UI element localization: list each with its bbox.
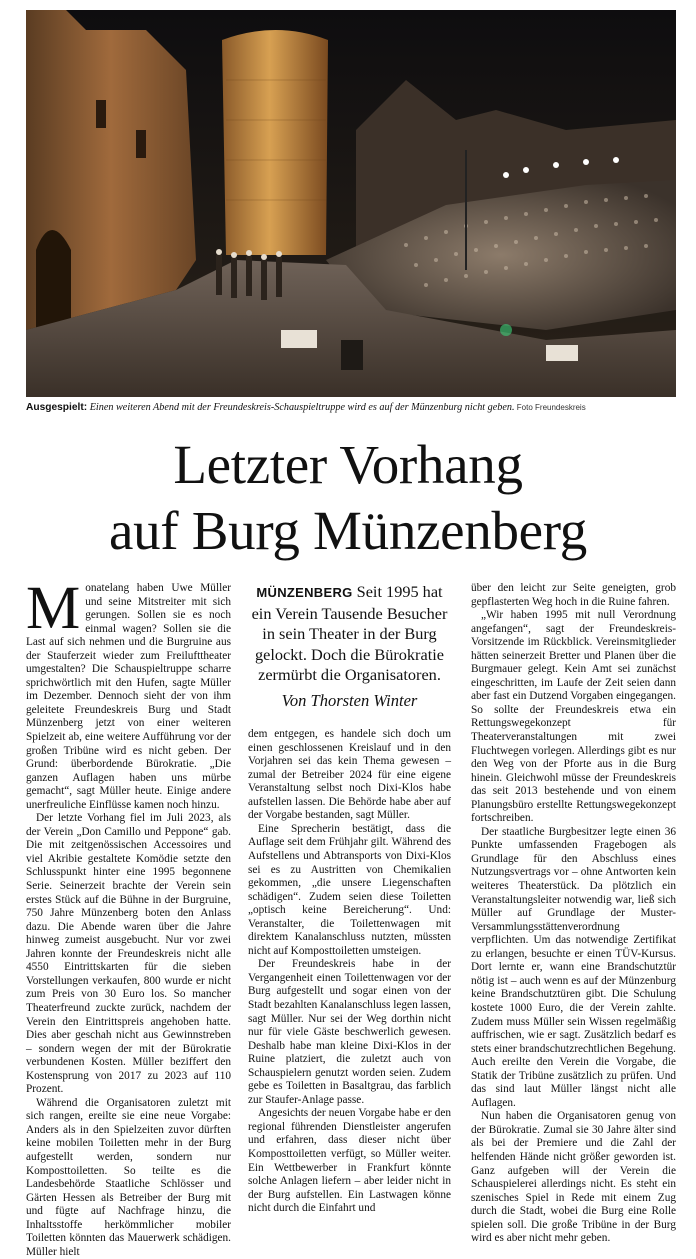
castle-theater-image	[26, 10, 676, 397]
headline-line-2: auf Burg Münzenberg	[109, 500, 587, 561]
paragraph: dem entgegen, es handele sich doch um einen geschlossenen Kreislauf und in den Vorjahren sei das kein Thema gewesen – zumal der Betreiber 2024 für eine eigene Veranstaltung selbst noch Dixi-Klos habe aufstellen lassen. Die Behörde habe aber auf der Vorgabe bestanden, sagt Müller.	[248, 728, 451, 822]
drop-cap: M	[26, 575, 81, 642]
paragraph	[26, 575, 231, 812]
caption-lead: Ausgespielt:	[26, 402, 88, 413]
article-column-2	[248, 582, 451, 1216]
headline	[0, 432, 696, 564]
paragraph: Der Freundeskreis habe in der Vergangenheit einen Toilettenwagen vor der Burg aufgestellt und sogar einen von der Stadt bezahlten Kanalanschluss legen lassen, sagt Müller. Nur sei der Weg dorthin nicht nur für viele Gäste beschwerlich gewesen. Deshalb habe man kleine Dixi-Klos in der Ruine platziert, die zuletzt auch von Schauspielern genutzt worden seien. Zudem gebe es Toiletten in Basaltgrau, das farblich zur Staufer-Anlage passe.	[248, 958, 451, 1106]
headline-line-1: Letzter Vorhang	[173, 434, 523, 495]
teaser	[248, 582, 451, 686]
article-photo	[26, 10, 676, 397]
dateline: MÜNZENBERG	[256, 585, 353, 600]
paragraph: über den leicht zur Seite geneigten, grob gepflasterten Weg hoch in die Ruine fahren.	[471, 582, 676, 608]
article-column-1	[26, 575, 231, 1259]
paragraph: Nun haben die Organisatoren genug von der Bürokratie. Zumal sie 30 Jahre älter sind als bei der Premiere und die Zahl der helfenden Hände nicht größer geworden ist. Ganz aufgeben will der Verein die Schauspielerei allerdings nicht. Es steht ein szenisches Spiel in Rede mit einem Zug durch die Stadt, wobei die Burg eine Rolle spielen soll. Die große Tribüne in der Burg wird es aber nicht mehr geben.	[471, 1110, 676, 1245]
photo-credit: Foto Freundeskreis	[514, 403, 586, 412]
photo-caption	[26, 401, 676, 415]
paragraph: Der letzte Vorhang fiel im Juli 2023, als der Verein „Don Camillo und Peppone“ gab. Die mit zeitgenössischen Accessoires und viel Akribie gestaltete Komödie setzte den Schlusspunkt hinter eine 1995 begonnene Serie. Seinerzeit brachte der Verein sein erstes Stück auf die Bühne in der Burgruine, 750 Jahre Münzenberg boten den Anlass dazu. Die Abende waren über die Jahre hinweg zumeist ausgebucht. Nur vor zwei Jahren konnte der Freundeskreis nicht alle 4550 Eintrittskarten für die sieben Vorstellungen verkaufen, 800 wurde er nicht zum Preis von 30 Euro los. So mancher Theaterfreund zuckte zurück, nachdem der Verein den Eintrittspreis angehoben hatte. Dies aber geschah nicht aus Gewinnstreben – sondern wegen der mit der Bürokratie verbundenen Kosten. Müller beziffert den Kostensprung von 2017 zu 2023 auf 110 Prozent.	[26, 812, 231, 1096]
paragraph: Angesichts der neuen Vorgabe habe er den regional führenden Dienstleister angerufen und erfahren, dass dieser nicht über Komposttoiletten verfügt, so Müller weiter. Ein Wettbewerber in Frankfurt könnte solche Anlagen liefern – aber leider nicht in der Burg aufstellen. Ein Lastwagen könne nicht durch die Einfahrt und	[248, 1107, 451, 1215]
paragraph: „Wir haben 1995 mit null Verordnung angefangen“, sagt der Freundeskreis-Vorsitzende im Rückblick. Vereinsmitglieder hätten seinerzeit Bretter und Planen über die Burgmauer gelegt. Kein Amt sei zunächst eingeschritten, im Laufe der Zeit seien dann aber fast ein Dutzend Vorgaben eingegangen. So sollte der Freundeskreis etwa ein Rettungswegekonzept für Theaterveranstaltungen mit zwei Fluchtwegen vorlegen. Allerdings gibt es nur den Weg von der Pforte aus in die Burg hinein. Gleichwohl müsse der Freundeskreis das seit 2013 bestehende und von einem Planungsbüro erstellte Rettungswegekonzept fortschreiben.	[471, 609, 676, 825]
byline: Von Thorsten Winter	[281, 690, 418, 710]
paragraph: Der staatliche Burgbesitzer legte einen 36 Punkte umfassenden Fragebogen als Grundlage für den Abschluss eines Nutzungsvertrags vor – ohne Antworten kein weiteres Theaterstück. Da plötzlich ein Veranstaltungsleiter notwendig war, ließ sich Müller auf Grundlage der Muster-Versammlungsstättenverordnung verpflichten. Um das notwendige Zertifikat zu erlangen, besuchte er einen TÜV-Kursus. Dort lernte er, wann eine Brandschutztür nötig ist – auch wenn es auf der Münzenburg keine Brandschutztüren gibt. Die Schulung kostete 1000 Euro, die der Verein zahlte. Zudem muss Müller sein Wissen regelmäßig auffrischen, wie er sagt. Zusätzlich bedarf es stets einer brandschutzrechtlichen Begehung. Auch ereilte den Verein die Vorgabe, die Statik der Tribüne zusätzlich zu prüfen. Und das sind laut Müller längst nicht alle Auflagen.	[471, 825, 676, 1109]
paragraph: Während die Organisatoren zuletzt mit sich rangen, ereilte sie eine neue Vorgabe: Anders als in den Spielzeiten zuvor dürften keine mobilen Toiletten mehr in der Burg aufgestellt werden, sondern nur Komposttoiletten. So teilte es die Landesbehörde Staatliche Schlösser und Gärten Hessen als Betreiber der Burg mit und fügte auf Nachfrage hinzu, die Inhaltsstoffe herkömmlicher mobiler Toiletten könnten das Mauerwerk schädigen. Müller hielt	[26, 1096, 231, 1258]
paragraph: Eine Sprecherin bestätigt, dass die Auflage seit dem Frühjahr gilt. Während des Aufstellens und Abtransports von Dixi-Klos sei es zu Austritten von Chemikalien gekommen, „die unsere Liegenschaften schädigen“. Zudem seien diese Toiletten „optisch keine Bereicherung“. Und: Veranstalter, die Toilettenwagen mit direktem Kanalanschluss nutzten, müssten nicht auf Komposttoiletten umsteigen.	[248, 822, 451, 957]
article-column-3	[471, 582, 676, 1246]
teaser-text: Seit 1995 hat ein Verein Tausende Besucher in sein Theater in der Burg gelockt. Doch die Bürokratie zermürbt die Organisatoren.	[251, 582, 448, 684]
caption-text: Einen weiteren Abend mit der Freundeskreis-Schauspieltruppe wird es auf der Münzenburg nicht geben.	[87, 402, 515, 413]
paragraph-text: onatelang haben Uwe Müller und seine Mitstreiter mit sich gerungen. Sollen sie es noch einmal wagen? Sollen sie die Last auf sich nehmen und die Burgruine aus der Stauferzeit wieder zum Freilufttheater umgestalten? Die Schauspieltruppe scharre sprichwörtlich mit den Hufen, sagte Müller im Dezember. Dennoch sieht der von ihm geleitete Freundeskreis Burg und Stadt Münzenberg jetzt von einer weiteren Spielzeit ab, eine weitere Aufführung vor der großen Tribüne wird es nicht geben. Der Grund: überbordende Bürokratie. „Die ganzen Auflagen haben uns mürbe gemacht“, sagt Müller heute. Einige andere unerfreuliche Einflüsse kamen noch hinzu.	[26, 582, 231, 811]
